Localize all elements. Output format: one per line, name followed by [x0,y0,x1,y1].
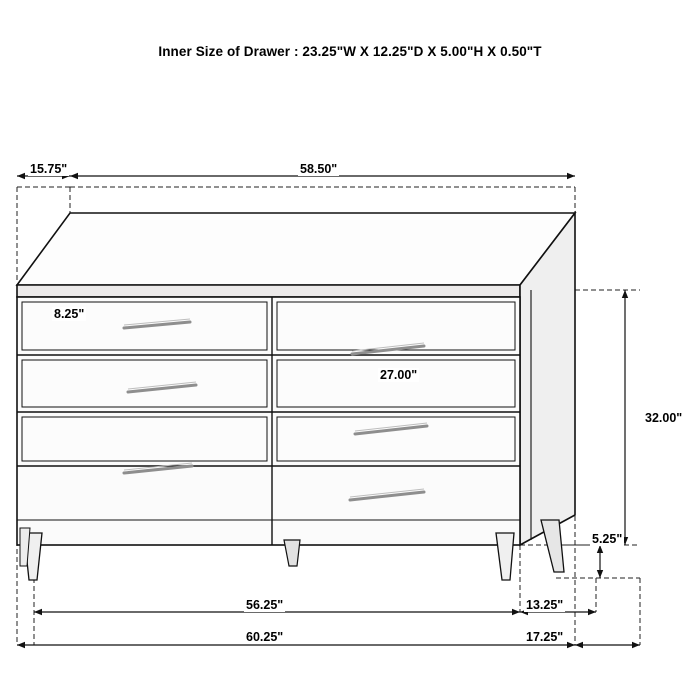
drawer-face-right-bottom[interactable] [277,417,515,461]
dim-label-total-height: 32.00" [645,411,683,425]
leg-center-back [284,540,300,566]
dim-label-depth-top: 15.75" [30,162,68,176]
dim-label-leg-height: 5.25" [592,532,623,546]
dim-label-drawer-width: 27.00" [380,368,418,382]
dim-label-width-base-outer: 60.25" [246,630,284,644]
leg-back-right [541,520,564,572]
dim-label-width-top: 58.50" [300,162,338,176]
dim-label-depth-base-outer: 17.25" [526,630,564,644]
drawer-face-left-middle[interactable] [22,360,267,407]
dim-label-drawer-height: 8.25" [54,307,85,321]
dresser-top-surface [17,213,575,285]
drawer-face-right-top[interactable] [277,302,515,350]
dim-label-depth-base-inner: 13.25" [526,598,564,612]
drawer-face-left-bottom[interactable] [22,417,267,461]
dresser-top-edge [17,285,520,297]
page-title: Inner Size of Drawer : 23.25"W X 12.25"D X 5.00"H X 0.50"T [158,44,542,59]
dim-label-width-base-front: 56.25" [246,598,284,612]
leg-front-right [496,533,514,580]
dresser-body [17,213,575,580]
